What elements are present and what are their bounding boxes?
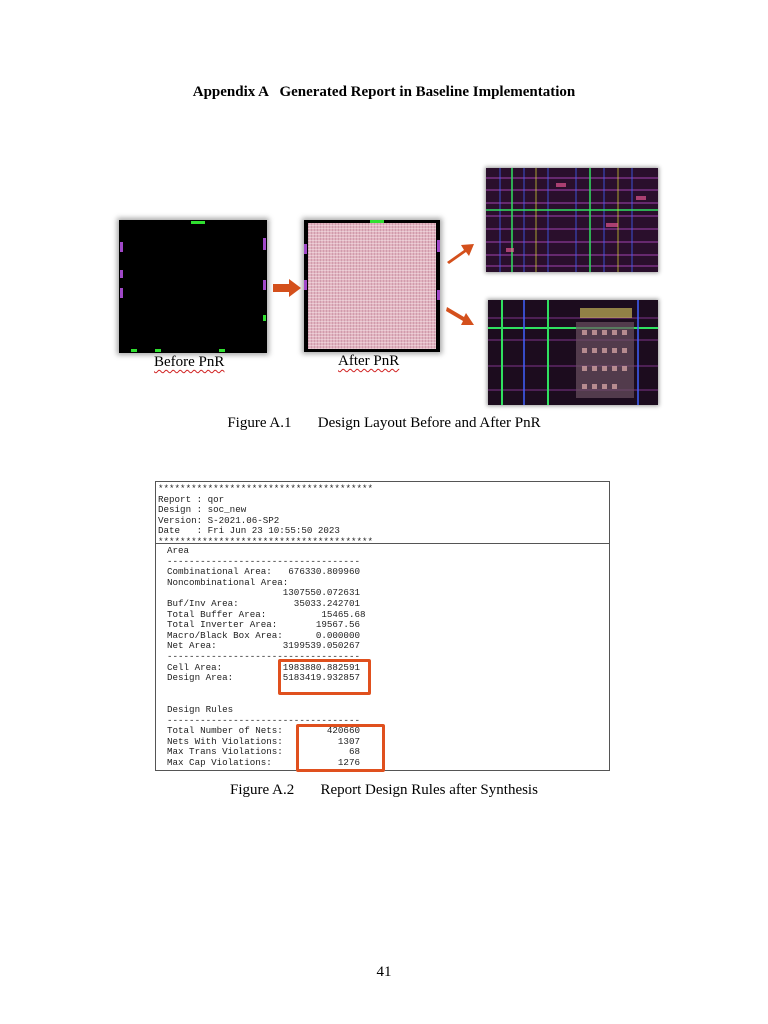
figure-a2-number: Figure A.2	[230, 782, 295, 798]
report-body-line: Design Area: 5183419.932857	[167, 672, 360, 684]
report-header-line: ***************************************	[158, 535, 374, 547]
report-body-line: Total Number of Nets: 420660	[167, 725, 360, 737]
report-body-line: Design Rules	[167, 703, 234, 715]
report-header	[158, 484, 373, 548]
report-body-line: -----------------------------------	[167, 714, 360, 726]
after-pnr-label: After PnR	[338, 353, 400, 369]
report-body-line: Total Inverter Area: 19567.56	[167, 619, 360, 631]
report-header-line: Version: S-2021.06-SP2	[158, 514, 280, 526]
after-pnr-layout-image	[304, 220, 440, 352]
zoomed-layout-top-image	[486, 168, 658, 272]
report-header-line: Report : qor	[158, 493, 225, 505]
report-body-line: Total Buffer Area: 15465.68	[167, 608, 366, 620]
report-body-line: -----------------------------------	[167, 555, 360, 567]
report-body-line: Max Trans Violations: 68	[167, 746, 360, 758]
report-body-line: Area	[167, 545, 190, 556]
figure-a1-number: Figure A.1	[227, 415, 292, 431]
arrow-down-right-icon	[445, 303, 475, 329]
area-highlight-box	[278, 659, 371, 695]
figure-a1-text: Design Layout Before and After PnR	[317, 415, 541, 431]
before-pnr-label: Before PnR	[154, 354, 225, 370]
appendix-label: Appendix A	[192, 84, 269, 100]
report-body-line: Macro/Black Box Area: 0.000000	[167, 629, 360, 641]
report-header-line: ***************************************	[158, 483, 374, 494]
report-body-line: Net Area: 3199539.050267	[167, 640, 360, 652]
report-body-line: Buf/Inv Area: 35033.242701	[167, 597, 360, 609]
appendix-heading	[0, 84, 768, 101]
zoomed-layout-bottom-image	[488, 300, 658, 405]
report-body-line: Cell Area: 1983880.882591	[167, 661, 360, 673]
arrow-up-right-icon	[445, 240, 475, 266]
report-body-line: Max Cap Violations: 1276	[167, 756, 360, 768]
figure-a1-caption	[0, 415, 768, 432]
report-header-line: Date : Fri Jun 23 10:55:50 2023	[158, 525, 340, 537]
design-rules-highlight-box	[296, 724, 385, 772]
report-body-line: Noncombinational Area:	[167, 576, 289, 588]
page-number: 41	[376, 964, 392, 980]
appendix-title: Generated Report in Baseline Implementation	[279, 84, 576, 100]
before-pnr-layout-image	[119, 220, 267, 353]
arrow-right-icon	[273, 279, 301, 297]
report-body-line: Combinational Area: 676330.809960	[167, 566, 360, 578]
report-body-line: 1307550.072631	[167, 587, 360, 599]
report-body-line: -----------------------------------	[167, 650, 360, 662]
report-divider	[156, 543, 609, 544]
report-header-line: Design : soc_new	[158, 504, 247, 516]
figure-a2-text: Report Design Rules after Synthesis	[320, 782, 538, 798]
qor-report-screenshot	[155, 481, 610, 771]
report-body-line: Nets With Violations: 1307	[167, 735, 360, 747]
figure-a2-caption	[0, 782, 768, 799]
